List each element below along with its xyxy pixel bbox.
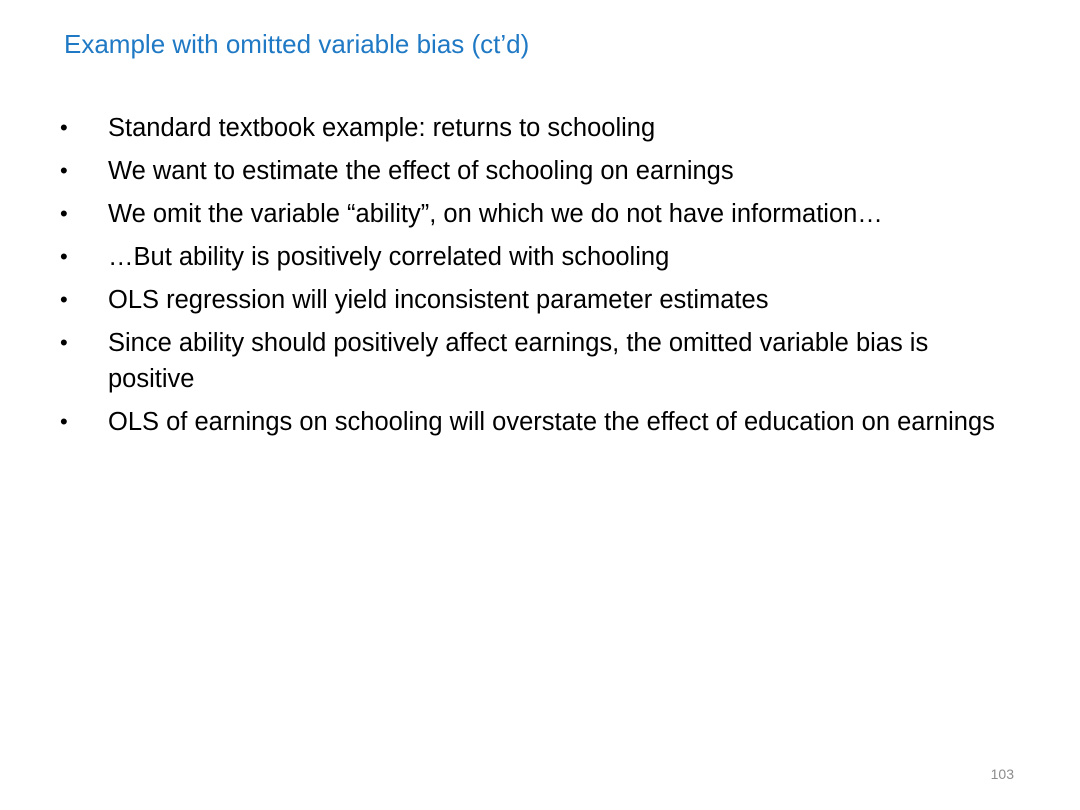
bullet-text: We omit the variable “ability”, on which we do not have information… <box>108 200 883 228</box>
bullet-item <box>58 196 1018 232</box>
bullet-icon: • <box>60 158 68 183</box>
bullet-item <box>58 282 1018 318</box>
bullet-icon: • <box>60 244 68 269</box>
bullet-list <box>58 110 1018 447</box>
bullet-item <box>58 404 1018 440</box>
bullet-text: We want to estimate the effect of schooling on earnings <box>108 157 734 185</box>
bullet-item <box>58 110 1018 146</box>
slide-title: Example with omitted variable bias (ct’d) <box>64 29 530 59</box>
bullet-text: OLS of earnings on schooling will overstate the effect of education on earnings <box>108 408 995 436</box>
bullet-text: …But ability is positively correlated with schooling <box>108 243 670 271</box>
bullet-item <box>58 239 1018 275</box>
bullet-text: OLS regression will yield inconsistent parameter estimates <box>108 286 769 314</box>
bullet-text: Since ability should positively affect earnings, the omitted variable bias is positive <box>108 329 929 393</box>
bullet-icon: • <box>60 115 68 140</box>
bullet-icon: • <box>60 409 68 434</box>
bullet-icon: • <box>60 330 68 355</box>
bullet-icon: • <box>60 201 68 226</box>
bullet-item <box>58 153 1018 189</box>
bullet-icon: • <box>60 287 68 312</box>
bullet-item <box>58 325 1018 397</box>
bullet-text: Standard textbook example: returns to schooling <box>108 114 656 142</box>
page-number: 103 <box>990 766 1014 782</box>
